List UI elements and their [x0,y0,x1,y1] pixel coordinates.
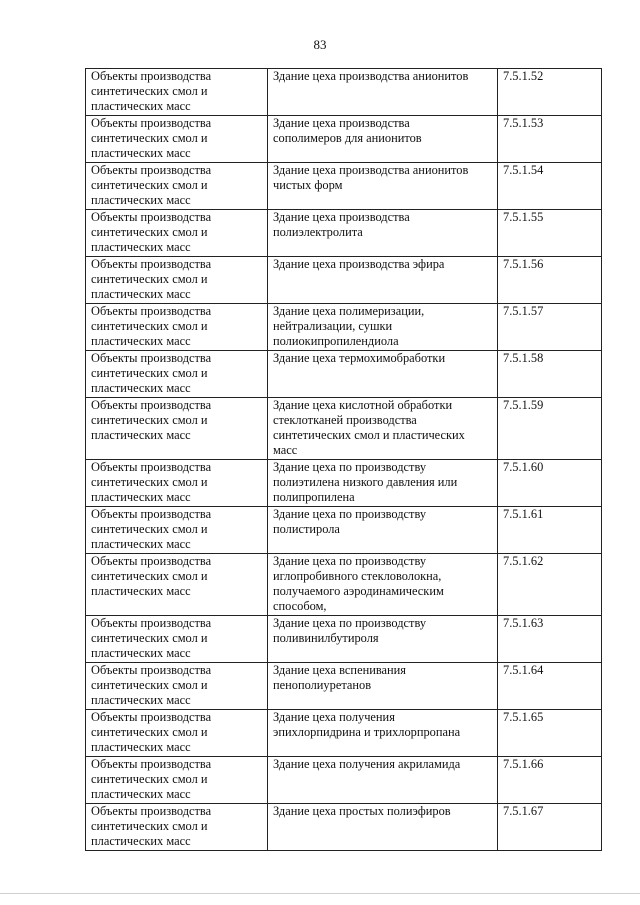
category-cell-text: Объекты производства синтетических смол и пластических масс [91,257,212,301]
category-cell-text: Объекты производства синтетических смол и пластических масс [91,116,212,160]
category-cell-text: Объекты производства синтетических смол и пластических масс [91,663,212,707]
object-cell-text: Здание цеха производства эфира [273,257,445,271]
code-cell-text: 7.5.1.52 [503,69,544,83]
table-row [86,460,602,507]
object-cell-text: Здание цеха полимеризации, нейтрализации, сушки полиокипропилендиола [273,304,425,348]
object-cell [268,210,498,257]
object-cell [268,507,498,554]
code-cell-text: 7.5.1.62 [503,554,544,568]
code-cell [498,257,602,304]
table-row [86,757,602,804]
code-cell-text: 7.5.1.67 [503,804,544,818]
table-row [86,257,602,304]
code-cell [498,554,602,616]
code-cell [498,398,602,460]
code-cell [498,69,602,116]
code-cell [498,351,602,398]
table-row [86,710,602,757]
category-cell [86,460,268,507]
category-cell-text: Объекты производства синтетических смол и пластических масс [91,460,212,504]
code-cell [498,710,602,757]
object-cell-text: Здание цеха по производству поливинилбутироля [273,616,427,645]
code-cell-text: 7.5.1.66 [503,757,544,771]
code-cell-text: 7.5.1.63 [503,616,544,630]
category-cell [86,616,268,663]
code-cell-text: 7.5.1.64 [503,663,544,677]
category-cell [86,351,268,398]
category-cell [86,710,268,757]
category-cell-text: Объекты производства синтетических смол и пластических масс [91,398,212,442]
code-cell [498,757,602,804]
object-cell [268,257,498,304]
code-cell [498,460,602,507]
category-cell-text: Объекты производства синтетических смол и пластических масс [91,554,212,598]
object-cell [268,69,498,116]
category-cell [86,398,268,460]
category-cell-text: Объекты производства синтетических смол и пластических масс [91,710,212,754]
category-cell [86,554,268,616]
table-row [86,616,602,663]
code-cell-text: 7.5.1.57 [503,304,544,318]
category-cell [86,804,268,851]
category-cell [86,116,268,163]
code-cell-text: 7.5.1.58 [503,351,544,365]
table-row [86,351,602,398]
object-cell-text: Здание цеха производства сополимеров для анионитов [273,116,422,145]
category-cell-text: Объекты производства синтетических смол и пластических масс [91,210,212,254]
code-cell-text: 7.5.1.56 [503,257,544,271]
table-row [86,210,602,257]
category-cell [86,757,268,804]
category-cell-text: Объекты производства синтетических смол и пластических масс [91,351,212,395]
category-cell-text: Объекты производства синтетических смол и пластических масс [91,507,212,551]
category-cell [86,257,268,304]
code-cell-text: 7.5.1.60 [503,460,544,474]
object-cell [268,163,498,210]
code-cell-text: 7.5.1.54 [503,163,544,177]
code-cell [498,616,602,663]
objects-table [85,68,602,851]
table-row [86,116,602,163]
table-row [86,69,602,116]
code-cell-text: 7.5.1.59 [503,398,544,412]
object-cell-text: Здание цеха по производству полистирола [273,507,427,536]
category-cell-text: Объекты производства синтетических смол и пластических масс [91,616,212,660]
table-row [86,804,602,851]
object-cell [268,398,498,460]
category-cell [86,507,268,554]
object-cell-text: Здание цеха производства полиэлектролита [273,210,410,239]
object-cell [268,804,498,851]
table-row [86,398,602,460]
category-cell-text: Объекты производства синтетических смол и пластических масс [91,163,212,207]
object-cell-text: Здание цеха производства анионитов [273,69,469,83]
category-cell [86,163,268,210]
object-cell [268,616,498,663]
category-cell-text: Объекты производства синтетических смол и пластических масс [91,69,212,113]
code-cell [498,507,602,554]
category-cell [86,69,268,116]
page-number: 83 [313,37,327,52]
code-cell [498,210,602,257]
object-cell [268,663,498,710]
object-cell [268,460,498,507]
object-cell-text: Здание цеха получения эпихлорпидрина и трихлорпропана [273,710,461,739]
object-cell [268,757,498,804]
code-cell-text: 7.5.1.61 [503,507,544,521]
object-cell-text: Здание цеха по производству полиэтилена низкого давления или полипропилена [273,460,458,504]
object-cell-text: Здание цеха получения акриламида [273,757,461,771]
object-cell [268,351,498,398]
object-cell-text: Здание цеха термохимобработки [273,351,446,365]
code-cell [498,304,602,351]
table-row [86,507,602,554]
object-cell [268,304,498,351]
code-cell-text: 7.5.1.53 [503,116,544,130]
page-bottom-edge [0,893,640,894]
code-cell [498,116,602,163]
table-body [86,69,602,851]
object-cell-text: Здание цеха вспенивания пенополиуретанов [273,663,406,692]
table-row [86,663,602,710]
table-row [86,554,602,616]
category-cell-text: Объекты производства синтетических смол и пластических масс [91,804,212,848]
code-cell-text: 7.5.1.55 [503,210,544,224]
code-cell [498,804,602,851]
table-row [86,163,602,210]
category-cell [86,304,268,351]
object-cell-text: Здание цеха производства анионитов чистых форм [273,163,469,192]
object-cell-text: Здание цеха по производству иглопробивного стекловолокна, получаемого аэродинамическим способом, [273,554,444,613]
object-cell-text: Здание цеха простых полиэфиров [273,804,451,818]
object-cell-text: Здание цеха кислотной обработки стеклотканей производства синтетических смол и пластических масс [273,398,465,457]
category-cell [86,663,268,710]
object-cell [268,116,498,163]
category-cell-text: Объекты производства синтетических смол и пластических масс [91,304,212,348]
category-cell [86,210,268,257]
code-cell [498,663,602,710]
code-cell-text: 7.5.1.65 [503,710,544,724]
category-cell-text: Объекты производства синтетических смол и пластических масс [91,757,212,801]
code-cell [498,163,602,210]
table-row [86,304,602,351]
object-cell [268,710,498,757]
object-cell [268,554,498,616]
